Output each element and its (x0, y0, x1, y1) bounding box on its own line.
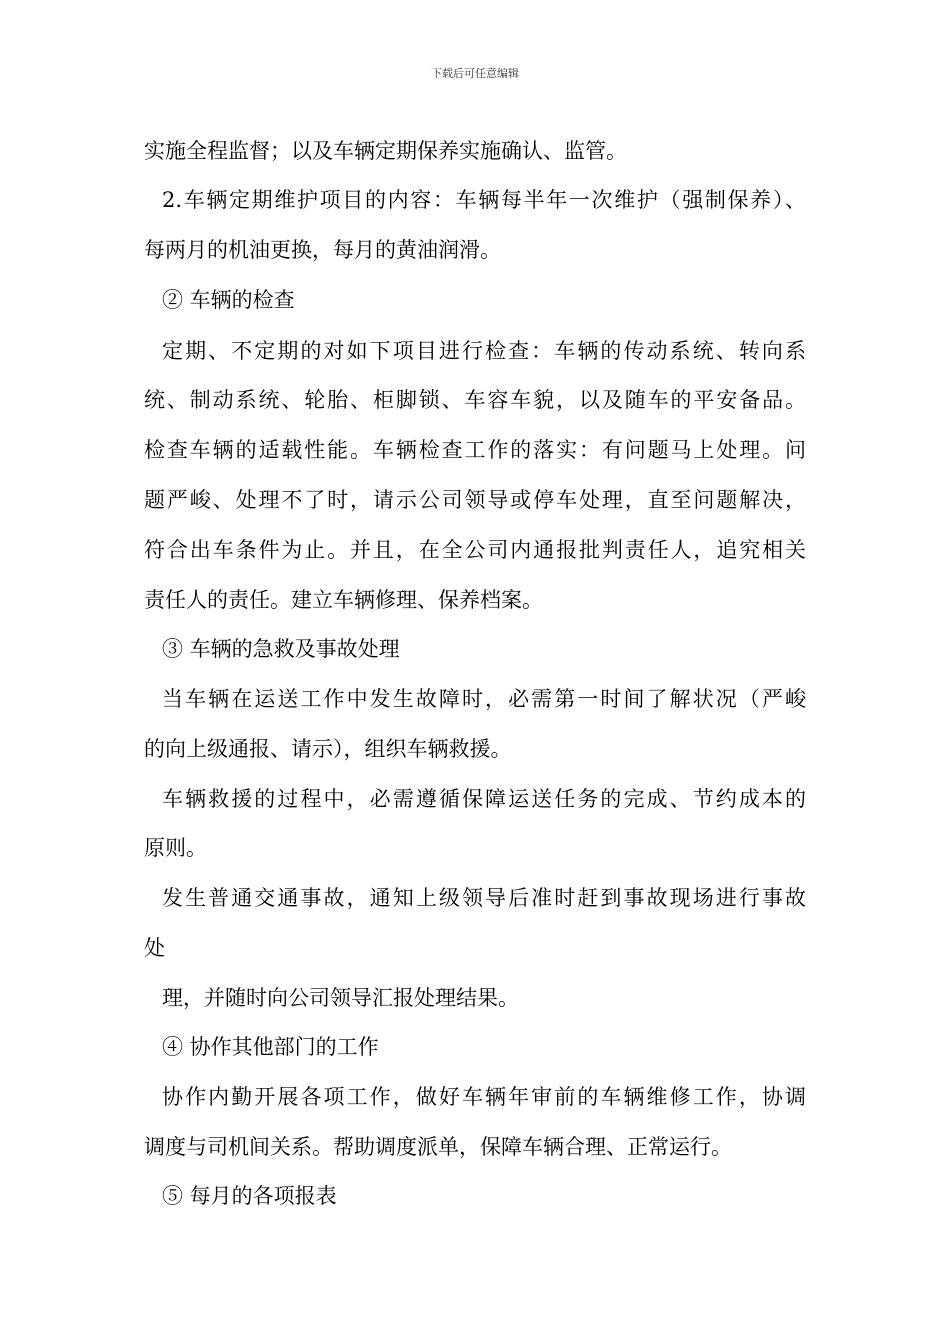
body-line: 原则。 (144, 836, 207, 860)
body-line: 调度与司机间关系。帮助调度派单，保障车辆合理、正常运行。 (144, 1135, 732, 1159)
body-line: 协作内勤开展各项工作，做好车辆年审前的车辆维修工作，协调 (162, 1085, 806, 1109)
body-line: 实施全程监督；以及车辆定期保养实施确认、监管。 (144, 139, 627, 163)
body-line: 理，并随时向公司领导汇报处理结果。 (162, 986, 519, 1010)
page-header: 下载后可任意编辑 (431, 67, 519, 80)
body-line: 检查车辆的适载性能。车辆检查工作的落实：有问题马上处理。问 (144, 438, 806, 462)
section-heading: ② 车辆的检查 (162, 288, 295, 312)
body-line: 处 (144, 936, 165, 960)
body-line: 题严峻、处理不了时，请示公司领导或停车处理，直至问题解决， (144, 488, 806, 512)
body-line: 每两月的机油更换，每月的黄油润滑。 (144, 238, 501, 262)
section-heading: ④ 协作其他部门的工作 (162, 1035, 379, 1059)
section-heading: ③ 车辆的急救及事故处理 (162, 637, 400, 661)
body-line: 当车辆在运送工作中发生故障时，必需第一时间了解状况（严峻 (162, 687, 806, 711)
body-line: 的向上级通报、请示），组织车辆救援。 (144, 737, 512, 761)
body-line: 符合出车条件为止。并且，在全公司内通报批判责任人，追究相关 (144, 538, 806, 562)
body-line: 2.车辆定期维护项目的内容：车辆每半年一次维护（强制保养）、 (162, 188, 806, 212)
section-heading: ⑤ 每月的各项报表 (162, 1184, 337, 1208)
body-line: 责任人的责任。建立车辆修理、保养档案。 (144, 588, 543, 612)
body-line: 车辆救援的过程中，必需遵循保障运送任务的完成、节约成本的 (162, 787, 806, 811)
body-line: 发生普通交通事故，通知上级领导后准时赶到事故现场进行事故 (162, 886, 806, 910)
body-line: 定期、不定期的对如下项目进行检查：车辆的传动系统、转向系 (162, 339, 806, 363)
body-line: 统、制动系统、轮胎、柜脚锁、车容车貌，以及随车的平安备品。 (144, 388, 806, 412)
